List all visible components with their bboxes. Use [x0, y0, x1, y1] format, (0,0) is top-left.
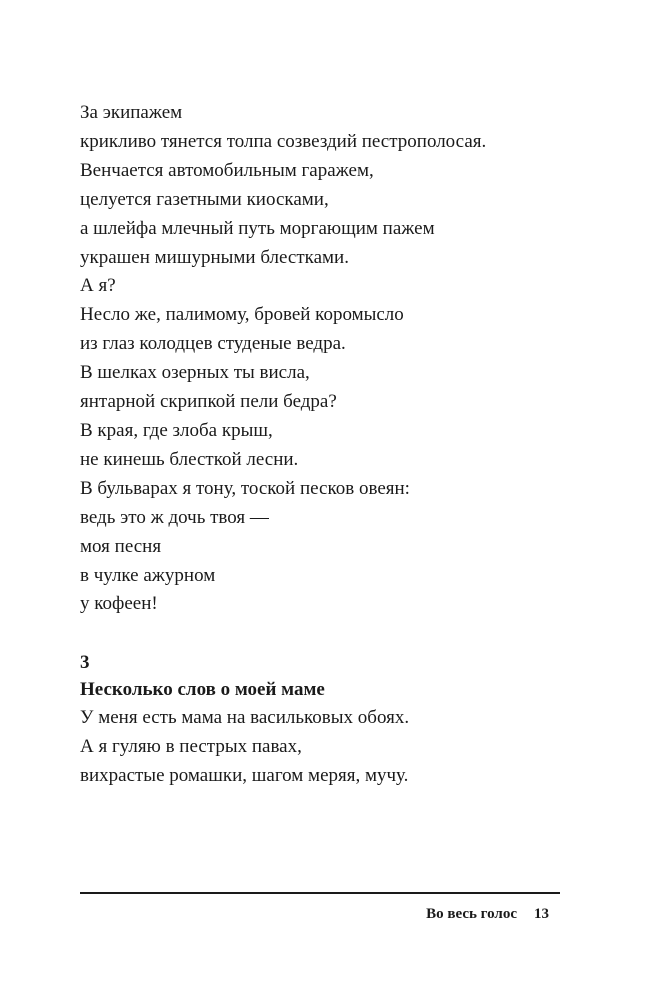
poem-line: в чулке ажурном: [80, 564, 216, 586]
poem-line: украшен мишурными блестками.: [80, 246, 349, 268]
poem-text: [80, 99, 620, 619]
poem-line: Венчается автомобильным гаражем,: [80, 159, 374, 181]
poem-line: целуется газетными киосками,: [80, 188, 329, 210]
poem-line: ведь это ж дочь твоя —: [80, 506, 269, 528]
poem-line: В края, где злоба крыш,: [80, 419, 273, 441]
poem-line: а шлейфа млечный путь моргающим пажем: [80, 217, 435, 239]
footer-rule: [80, 892, 560, 894]
poem-line: янтарной скрипкой пели бедра?: [80, 391, 337, 413]
poem-line: В бульварах я тону, тоской песков овеян:: [80, 477, 410, 499]
poem-line: из глаз колодцев студеные ведра.: [80, 333, 346, 355]
poem-line: моя песня: [80, 535, 162, 557]
poem-line: У меня есть мама на васильковых обоях.: [80, 707, 410, 728]
running-title: Во весь голос: [426, 906, 517, 922]
poem-line: За экипажем: [80, 102, 183, 123]
poem-line: В шелках озерных ты висла,: [80, 362, 310, 384]
poem-line: не кинешь блесткой лесни.: [80, 448, 299, 470]
poem-line: крикливо тянется толпа созвездий пестрополосая.: [80, 130, 487, 152]
section-title: Несколько слов о моей маме: [80, 679, 325, 700]
section-number: 3: [80, 652, 90, 673]
poem-line: вихрастые ромашки, шагом меряя, мучу.: [80, 764, 409, 786]
section-poem-text: [80, 704, 620, 791]
poem-line: Несло же, палимому, бровей коромысло: [80, 304, 404, 326]
page-number: 13: [534, 906, 549, 922]
poem-line: А я гуляю в пестрых павах,: [80, 735, 302, 757]
poem-line: А я?: [80, 275, 116, 297]
poem-line: у кофеен!: [80, 593, 158, 615]
